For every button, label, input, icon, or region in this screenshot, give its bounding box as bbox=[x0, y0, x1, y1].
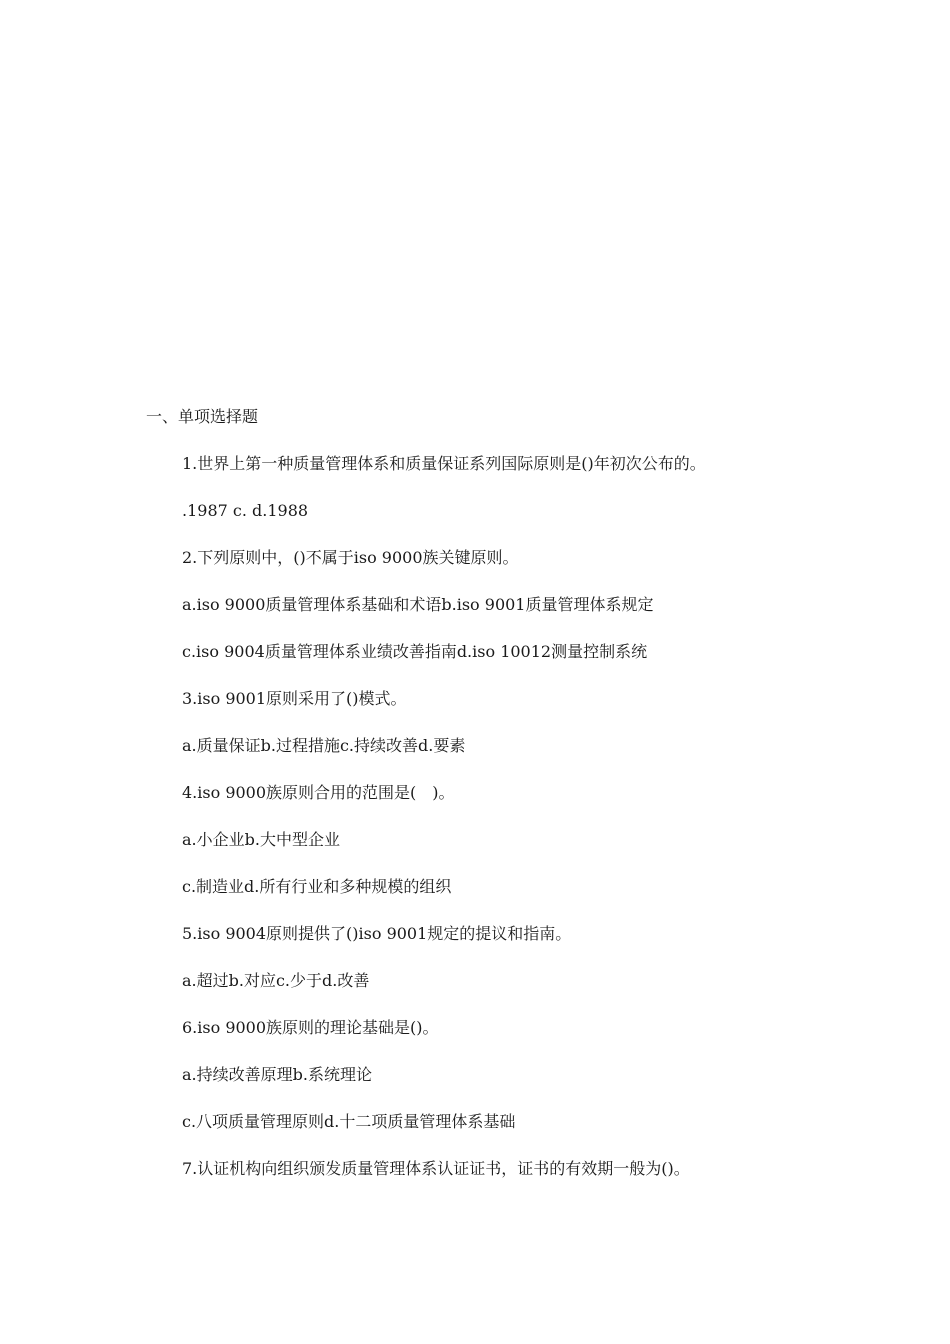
question-6-options-ab: a.持续改善原理b.系统理论 bbox=[182, 1065, 372, 1084]
question-7-stem: 7.认证机构向组织颁发质量管理体系认证证书，证书的有效期一般为()。 bbox=[182, 1159, 690, 1178]
question-1-options: .1987 c. d.1988 bbox=[182, 501, 309, 520]
question-list bbox=[182, 452, 922, 1204]
question-6-stem: 6.iso 9000族原则的理论基础是()。 bbox=[182, 1018, 439, 1037]
question-5-options: a.超过b.对应c.少于d.改善 bbox=[182, 971, 370, 990]
question-3-options: a.质量保证b.过程措施c.持续改善d.要素 bbox=[182, 736, 466, 755]
question-2-options-cd: c.iso 9004质量管理体系业绩改善指南d.iso 10012测量控制系统 bbox=[182, 642, 648, 661]
question-4-options-cd: c.制造业d.所有行业和多种规模的组织 bbox=[182, 877, 452, 896]
question-2-stem: 2.下列原则中，()不属于iso 9000族关键原则。 bbox=[182, 548, 519, 567]
section-heading: 一、单项选择题 bbox=[146, 407, 259, 426]
question-2-options-ab: a.iso 9000质量管理体系基础和术语b.iso 9001质量管理体系规定 bbox=[182, 595, 654, 614]
question-6-options-cd: c.八项质量管理原则d.十二项质量管理体系基础 bbox=[182, 1112, 516, 1131]
question-4-options-ab: a.小企业b.大中型企业 bbox=[182, 830, 340, 849]
question-1-stem: 1.世界上第一种质量管理体系和质量保证系列国际原则是()年初次公布的。 bbox=[182, 454, 706, 473]
question-3-stem: 3.iso 9001原则采用了()模式。 bbox=[182, 689, 407, 708]
question-4-stem: 4.iso 9000族原则合用的范围是( )。 bbox=[182, 783, 455, 802]
question-5-stem: 5.iso 9004原则提供了()iso 9001规定的提议和指南。 bbox=[182, 924, 572, 943]
